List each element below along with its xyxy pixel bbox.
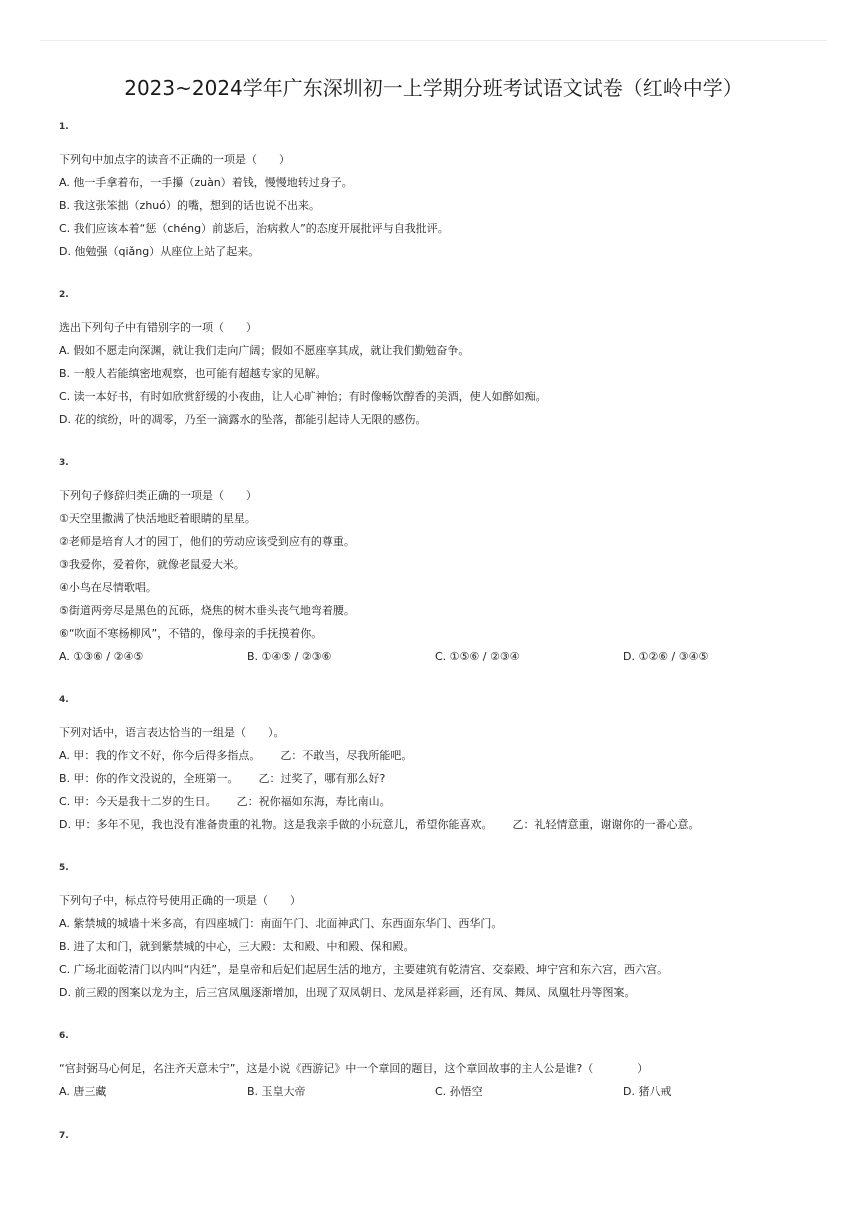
choice-c: C. 孙悟空	[435, 1085, 483, 1098]
question-number: 2.	[59, 290, 69, 300]
choice-d: D. ①②⑥ / ③④⑤	[623, 650, 709, 663]
option-d: D. 他勉强（qiǎng）从座位上站了起来。	[59, 245, 260, 258]
question-1	[59, 120, 819, 263]
sentence-4: ④小鸟在尽情歌唱。	[59, 581, 157, 594]
option-c: C. 甲：今天是我十二岁的生日。 乙：祝你福如东海，寿比南山。	[59, 795, 391, 808]
option-d: D. 前三殿的图案以龙为主，后三宫凤凰逐渐增加，出现了双凤朝日、龙凤是祥彩画，还有凤、舞凤、凤凰牡丹等图案。	[59, 986, 636, 999]
question-2	[59, 288, 819, 431]
question-stem: 下列对话中，语言表达恰当的一组是（ ）。	[59, 726, 285, 739]
question-number: 7.	[59, 1131, 69, 1141]
question-number: 3.	[59, 458, 69, 468]
option-b: B. 一般人若能缜密地观察，也可能有超越专家的见解。	[59, 367, 327, 380]
sentence-3: ③我爱你，爱着你，就像老鼠爱大米。	[59, 558, 245, 571]
choice-row	[59, 1080, 819, 1103]
option-a: A. 他一手拿着布，一手攥（zuàn）着钱，慢慢地转过身子。	[59, 176, 353, 189]
choice-d: D. 猪八戒	[623, 1085, 672, 1098]
choice-b: B. ①④⑤ / ②③⑥	[247, 650, 332, 663]
option-a: A. 紫禁城的城墙十米多高，有四座城门：南面午门、北面神武门、东西面东华门、西华门。	[59, 917, 503, 930]
option-b: B. 甲：你的作文没说的，全班第一。 乙：过奖了，哪有那么好?	[59, 772, 386, 785]
question-7	[59, 1129, 819, 1143]
question-stem: 下列句中加点字的读音不正确的一项是（ ）	[59, 153, 290, 166]
question-number: 5.	[59, 863, 69, 873]
choice-row	[59, 645, 819, 668]
option-c: C. 广场北面乾清门以内叫“内廷”，是皇帝和后妃们起居生活的地方，主要建筑有乾清宫、交泰殿、坤宁宫和东六宫，西六宫。	[59, 963, 669, 976]
question-number: 6.	[59, 1031, 69, 1041]
page-title: 2023~2024学年广东深圳初一上学期分班考试语文试卷（红岭中学）	[124, 76, 743, 100]
option-d: D. 甲：多年不见，我也没有准备贵重的礼物。这是我亲手做的小玩意儿，希望你能喜欢。 乙：礼轻情意重，谢谢你的一番心意。	[59, 818, 700, 831]
choice-c: C. ①⑤⑥ / ②③④	[435, 650, 520, 663]
option-c: C. 读一本好书，有时如欣赏舒缓的小夜曲，让人心旷神怡；有时像畅饮醇香的美酒，使人如醉如痴。	[59, 390, 547, 403]
sentence-5: ⑤街道两旁尽是黑色的瓦砾，烧焦的树木垂头丧气地弯着腰。	[59, 604, 355, 617]
question-6	[59, 1029, 819, 1103]
question-stem: “官封弼马心何足，名注齐天意未宁”，这是小说《西游记》中一个章回的题目，这个章回故事的主人公是谁?（ ）	[59, 1062, 649, 1075]
question-stem: 下列句子中，标点符号使用正确的一项是（ ）	[59, 894, 301, 907]
question-number: 4.	[59, 695, 69, 705]
choice-b: B. 玉皇大帝	[247, 1085, 306, 1098]
option-b: B. 进了太和门，就到紫禁城的中心，三大殿：太和殿、中和殿、保和殿。	[59, 940, 415, 953]
sentence-6: ⑥“吹面不寒杨柳风”，不错的，像母亲的手抚摸着你。	[59, 627, 323, 640]
question-stem: 选出下列句子中有错别字的一项（ ）	[59, 321, 257, 334]
header-rule	[40, 40, 827, 41]
question-number: 1.	[59, 122, 69, 132]
question-3	[59, 456, 819, 668]
option-a: A. 甲：我的作文不好，你今后得多指点。 乙：不敢当，尽我所能吧。	[59, 749, 413, 762]
question-4	[59, 693, 819, 836]
question-stem: 下列句子修辞归类正确的一项是（ ）	[59, 489, 257, 502]
option-c: C. 我们应该本着“惩（chéng）前毖后，治病救人”的态度开展批评与自我批评。	[59, 222, 449, 235]
choice-a: A. ①③⑥ / ②④⑤	[59, 650, 144, 663]
option-b: B. 我这张笨拙（zhuó）的嘴，想到的话也说不出来。	[59, 199, 320, 212]
choice-a: A. 唐三藏	[59, 1085, 107, 1098]
sentence-1: ①天空里撒满了快活地眨着眼睛的星星。	[59, 512, 256, 525]
question-5	[59, 861, 819, 1004]
option-d: D. 花的缤纷，叶的凋零，乃至一滴露水的坠落，都能引起诗人无限的感伤。	[59, 413, 427, 426]
option-a: A. 假如不愿走向深渊，就让我们走向广阔；假如不愿座享其成，就让我们勤勉奋争。	[59, 344, 470, 357]
sentence-2: ②老师是培育人才的园丁，他们的劳动应该受到应有的尊重。	[59, 535, 355, 548]
